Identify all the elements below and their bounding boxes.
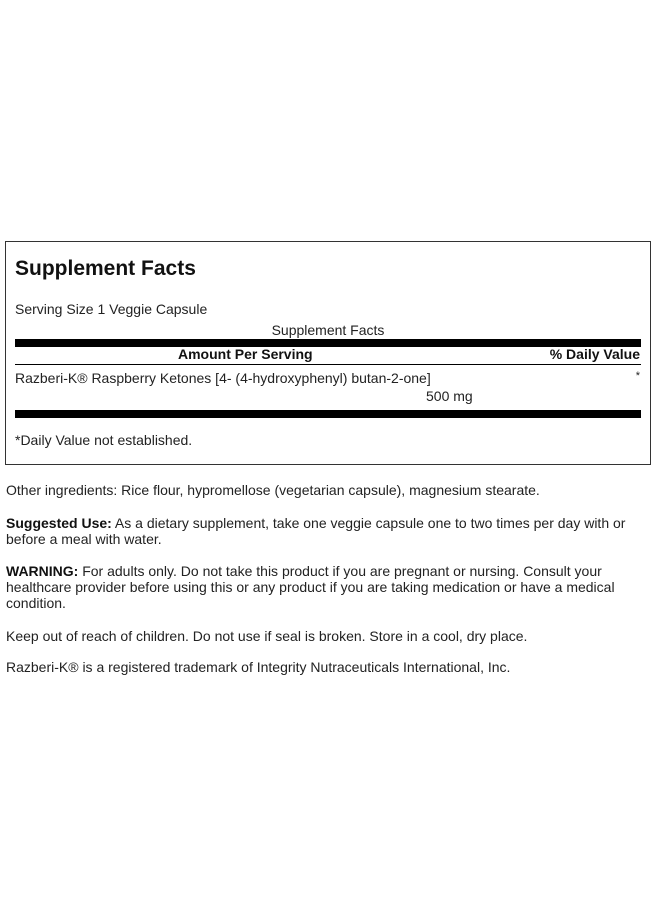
trademark-note: Razberi-K® is a registered trademark of Integrity Nutraceuticals International, Inc. [6,659,511,675]
suggested-use [6,515,646,547]
thick-divider-bottom [15,410,641,418]
suggested-use-label: Suggested Use: [6,515,112,531]
table-caption: Supplement Facts [271,322,385,338]
supplement-facts-panel [5,241,651,465]
serving-size: Serving Size 1 Veggie Capsule [15,301,208,317]
thin-divider [15,364,641,365]
warning [6,563,646,611]
other-ingredients: Other ingredients: Rice flour, hypromellose (vegetarian capsule), magnesium stearate. [6,482,540,498]
thick-divider [15,339,641,347]
storage-note: Keep out of reach of children. Do not use if seal is broken. Store in a cool, dry place. [6,628,528,644]
ingredient-dv: * [635,370,640,382]
ingredient-amount: 500 mg [426,388,473,404]
warning-text: For adults only. Do not take this product if you are pregnant or nursing. Consult your healthcare provider before using this or any product if you are taking medication or have a medical condition. [6,563,615,611]
footnote: *Daily Value not established. [15,432,193,448]
header-daily-value: % Daily Value [549,346,640,362]
header-amount: Amount Per Serving [178,346,313,362]
panel-title: Supplement Facts [15,257,196,280]
suggested-use-text: As a dietary supplement, take one veggie capsule one to two times per day with or before a meal with water. [6,515,626,547]
warning-label: WARNING: [6,563,79,579]
ingredient-name: Razberi-K® Raspberry Ketones [4- (4-hydroxyphenyl) butan-2-one] [15,370,431,386]
